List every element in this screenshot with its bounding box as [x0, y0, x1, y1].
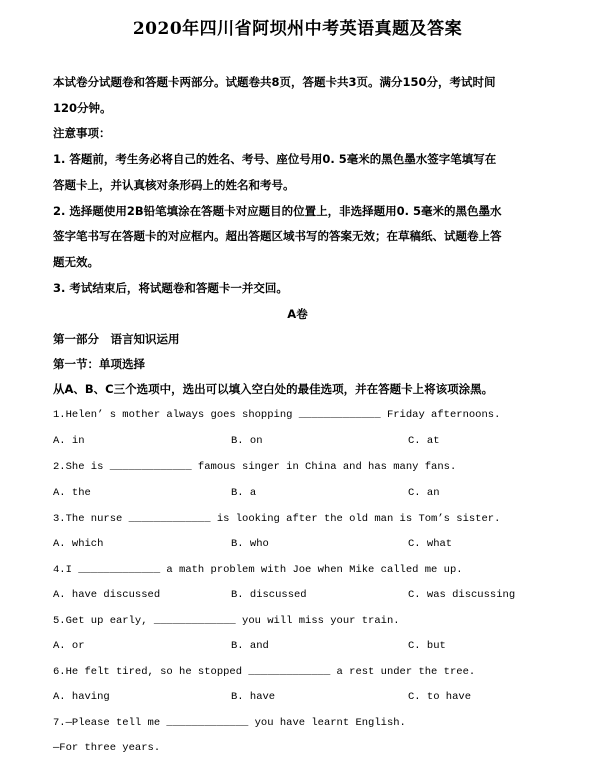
intro-line-1: 本试卷分试题卷和答题卡两部分。试题卷共8页，答题卡共3页。满分150分，考试时间: [53, 75, 496, 89]
notice-line-6: 3. 考试结束后，将试题卷和答题卡一并交回。: [53, 281, 288, 295]
option-a: A. have discussed: [53, 589, 161, 601]
option-c: C. at: [408, 435, 440, 447]
notice-line-1: 1. 答题前，考生务必将自己的姓名、考号、座位号用0. 5毫米的黑色墨水签字笔填写在: [53, 152, 497, 166]
question-stem: 7.—Please tell me _____________ you have learnt English.: [53, 717, 406, 729]
section-heading: 第一节：单项选择: [53, 357, 145, 371]
notice-line-5: 题无效。: [53, 255, 99, 269]
volume-heading: A卷: [287, 307, 308, 321]
dialogue-reply: —For three years.: [53, 742, 161, 754]
option-b: B. a: [231, 487, 257, 499]
part-heading: 第一部分 语言知识运用: [53, 332, 180, 346]
option-b: B. discussed: [231, 589, 307, 601]
option-a: A. the: [53, 487, 91, 499]
option-c: C. was discussing: [408, 589, 516, 601]
question-stem: 5.Get up early, _____________ you will miss your train.: [53, 615, 400, 627]
option-b: B. and: [231, 640, 269, 652]
option-b: B. have: [231, 691, 276, 703]
option-c: C. an: [408, 487, 440, 499]
question-stem: 2.She is _____________ famous singer in China and has many fans.: [53, 461, 457, 473]
option-c: C. but: [408, 640, 446, 652]
page-title: 2020年四川省阿坝州中考英语真题及答案: [132, 19, 463, 39]
intro-line-2: 120分钟。: [53, 101, 112, 115]
question-stem: 6.He felt tired, so he stopped _____________ a rest under the tree.: [53, 666, 476, 678]
option-c: C. to have: [408, 691, 472, 703]
question-stem: 3.The nurse _____________ is looking after the old man is Tom’s sister.: [53, 513, 501, 525]
notice-line-3: 2. 选择题使用2B铅笔填涂在答题卡对应题目的位置上，非选择题用0. 5毫米的黑色墨水: [53, 204, 502, 218]
option-b: B. on: [231, 435, 263, 447]
notice-line-2: 答题卡上，并认真核对条形码上的姓名和考号。: [53, 178, 295, 192]
option-a: A. or: [53, 640, 85, 652]
question-stem: 1.Helen’ s mother always goes shopping _____________ Friday afternoons.: [53, 409, 501, 421]
option-b: B. who: [231, 538, 269, 550]
option-a: A. which: [53, 538, 104, 550]
notice-line-4: 签字笔书写在答题卡的对应框内。超出答题区域书写的答案无效；在草稿纸、试题卷上答: [53, 229, 502, 243]
option-a: A. in: [53, 435, 85, 447]
question-stem: 4.I _____________ a math problem with Joe when Mike called me up.: [53, 564, 463, 576]
option-a: A. having: [53, 691, 110, 703]
notice-heading: 注意事项：: [53, 126, 111, 140]
instruction-text: 从A、B、C三个选项中，选出可以填入空白处的最佳选项，并在答题卡上将该项涂黑。: [53, 382, 494, 396]
option-c: C. what: [408, 538, 453, 550]
